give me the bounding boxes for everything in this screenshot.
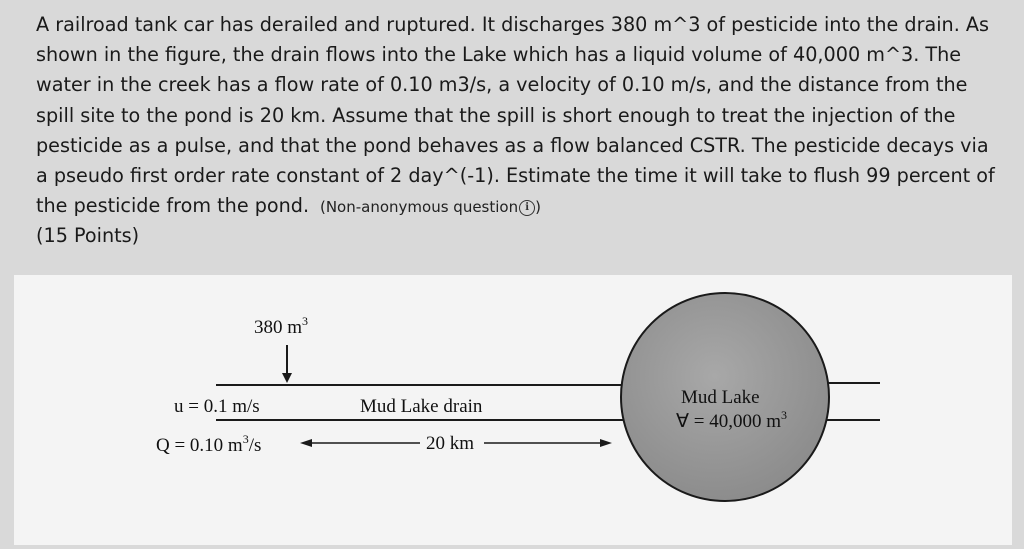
flow-rate-label: Q = 0.10 $m^3/s$ [156, 432, 262, 456]
distance-arrow-left-head [300, 439, 312, 447]
meta-close: ) [535, 198, 541, 217]
lake-name-label: Mud Lake [681, 387, 760, 408]
question-points: (15 Points) [36, 224, 140, 247]
figure-diagram [14, 275, 1012, 545]
distance-arrow-right-head [600, 439, 612, 447]
distance-label: 20 km [426, 433, 475, 454]
drain-label: Mud Lake drain [360, 396, 483, 417]
spill-volume-label: 380 $m^3$ [254, 314, 309, 338]
lake-volume-label: ∀ = 40,000 $m^3$ [676, 408, 787, 432]
question-text-block [36, 10, 1006, 222]
question-body: A railroad tank car has derailed and ruptured. It discharges 380 m^3 of pesticide into the drain. As shown in the figure, the drain flows into the Lake which has a liquid volume of 40,000 m^3. The water in the creek has a flow rate of 0.10 m3/s, a velocity of 0.10 m/s, and the distance from the spill site to the pond is 20 km. Assume that the spill is short enough to treat the injection of the pesticide as a pulse, and that the pond behaves as a flow balanced CSTR. The pesticide decays via a pseudo first order rate constant of 2 day^(-1). Estimate the time it will take to flush 99 percent of the pesticide from the pond. [36, 13, 995, 218]
info-icon[interactable]: i [519, 200, 535, 216]
question-meta [315, 198, 541, 216]
spill-arrow-head [282, 373, 292, 383]
velocity-label: u = 0.1 m/s [174, 396, 260, 417]
non-anonymous-label: (Non-anonymous question [319, 198, 519, 217]
question-figure [14, 275, 1012, 545]
